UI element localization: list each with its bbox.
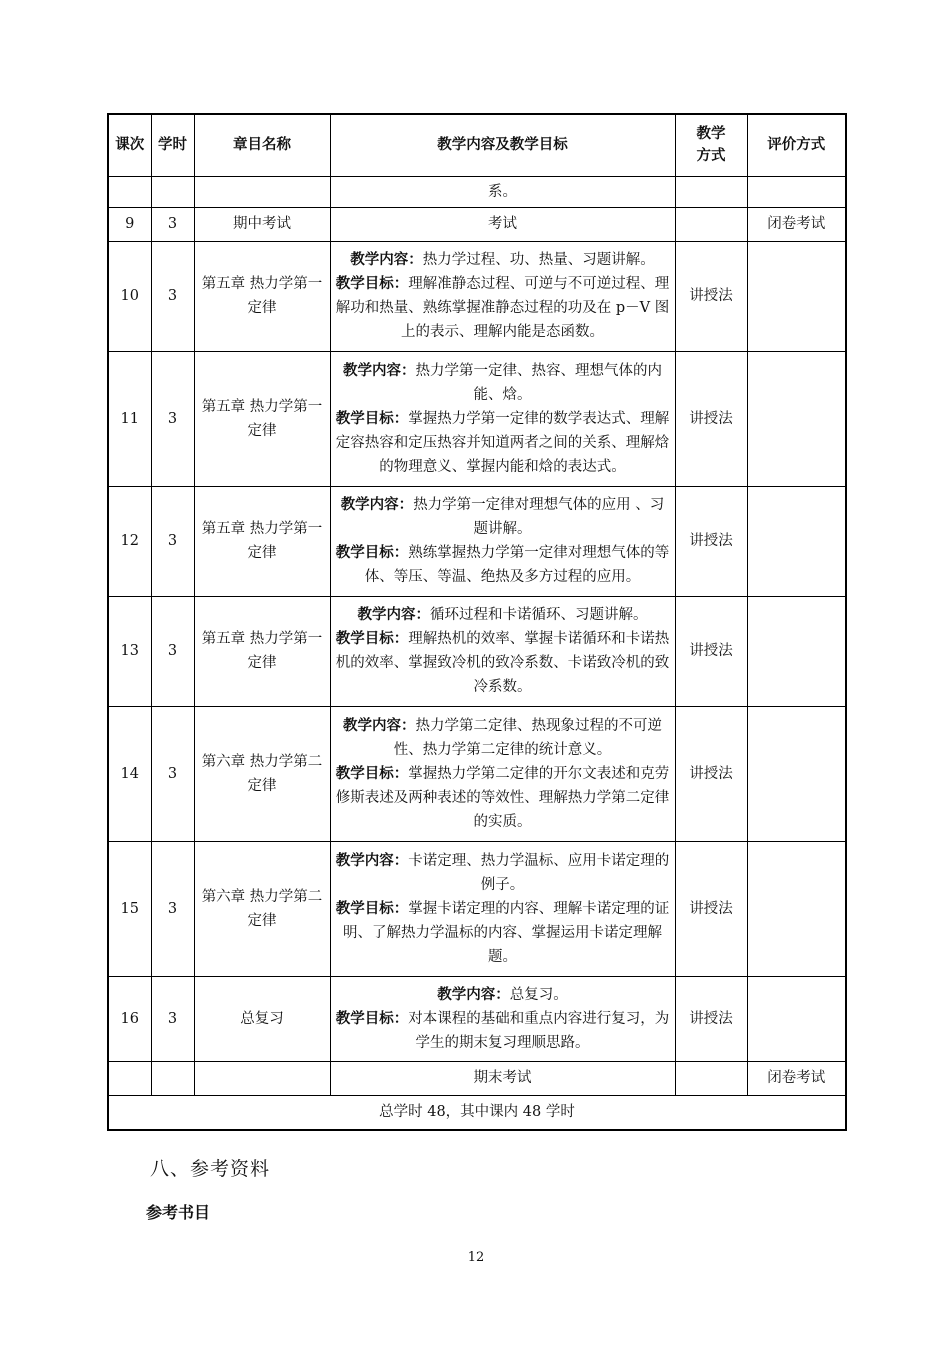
content-cell: 考试 [330, 207, 675, 241]
hours-cell: 3 [151, 976, 194, 1061]
goal-text: 理解准静态过程、可逆与不可逆过程、理解功和热量、熟练掌握准静态过程的功及在 p－V 图上的表示、理解内能是态函数。 [335, 276, 670, 340]
goal-label: 教学目标： [335, 276, 409, 292]
method-cell [675, 207, 747, 241]
lesson-cell: 16 [108, 976, 151, 1061]
table-row [108, 706, 846, 841]
table-row-continuation [108, 176, 846, 207]
lesson-cell: 11 [108, 351, 151, 486]
goal-label: 教学目标： [335, 765, 409, 782]
goal-label: 教学目标： [335, 900, 409, 917]
content-label: 教学内容： [340, 497, 414, 513]
subsection-title: 参考书目 [146, 1203, 211, 1222]
goal-text: 理解热机的效率、掌握卡诺循环和卡诺热机的效率、掌握致冷机的致冷系数、卡诺致冷机的致冷系数。 [335, 631, 670, 695]
final-exam-content: 期末考试 [330, 1061, 675, 1095]
content-cell [330, 841, 675, 976]
goal-text: 掌握卡诺定理的内容、理解卡诺定理的证明、了解热力学温标的内容、掌握运用卡诺定理解题。 [343, 900, 670, 965]
method-cell: 讲授法 [675, 596, 747, 706]
goal-text: 对本课程的基础和重点内容进行复习，为学生的期末复习理顺思路。 [408, 1010, 670, 1051]
lesson-cell: 15 [108, 841, 151, 976]
hours-cell: 3 [151, 596, 194, 706]
chapter-cell: 总复习 [194, 976, 330, 1061]
course-schedule-table [107, 113, 847, 1131]
content-cell [330, 351, 675, 486]
lesson-cell: 10 [108, 241, 151, 351]
section-title: 八、参考资料 [150, 1158, 271, 1180]
final-exam-evaluation: 闭卷考试 [747, 1061, 846, 1095]
table-row-final-exam [108, 1061, 846, 1095]
content-text: 热力学第一定律对理想气体的应用 、习题讲解。 [413, 497, 665, 537]
goal-text: 掌握热力学第二定律的开尔文表述和克劳修斯表述及两种表述的等效性、理解热力学第二定律的实质。 [335, 765, 670, 830]
chapter-cell: 第五章 热力学第一定律 [194, 486, 330, 596]
content-cell [330, 706, 675, 841]
goal-text: 掌握热力学第一定律的数学表达式、理解定容热容和定压热容并知道两者之间的关系、理解焓的物理意义、掌握内能和焓的表达式。 [335, 410, 670, 475]
chapter-cell: 第六章 热力学第二定律 [194, 706, 330, 841]
chapter-cell: 第五章 热力学第一定律 [194, 596, 330, 706]
header-lesson: 课次 [108, 114, 151, 176]
goal-label: 教学目标： [335, 545, 409, 561]
table-row [108, 351, 846, 486]
content-cell [330, 976, 675, 1061]
content-label: 教学内容： [335, 852, 409, 869]
hours-cell: 3 [151, 841, 194, 976]
goal-label: 教学目标： [335, 631, 409, 647]
chapter-cell: 第五章 热力学第一定律 [194, 351, 330, 486]
continuation-content: 系。 [330, 176, 675, 207]
content-text: 热力学过程、功、热量、习题讲解。 [422, 252, 655, 268]
method-cell: 讲授法 [675, 976, 747, 1061]
table-row-total [108, 1095, 846, 1130]
method-cell: 讲授法 [675, 841, 747, 976]
chapter-cell: 期中考试 [194, 207, 330, 241]
table-row [108, 241, 846, 351]
content-label: 教学内容： [350, 252, 423, 268]
content-text: 热力学第二定律、热现象过程的不可逆性、热力学第二定律的统计意义。 [393, 717, 662, 758]
evaluation-cell [747, 706, 846, 841]
method-cell: 讲授法 [675, 486, 747, 596]
evaluation-cell [747, 351, 846, 486]
hours-cell: 3 [151, 706, 194, 841]
header-evaluation: 评价方式 [747, 114, 846, 176]
content-label: 教学内容： [357, 607, 430, 623]
chapter-cell: 第六章 热力学第二定律 [194, 841, 330, 976]
header-hours: 学时 [151, 114, 194, 176]
hours-cell: 3 [151, 351, 194, 486]
table-header-row [108, 114, 846, 176]
content-label: 教学内容： [343, 717, 416, 734]
lesson-cell: 9 [108, 207, 151, 241]
table-row [108, 207, 846, 241]
total-hours: 总学时 48，其中课内 48 学时 [108, 1095, 846, 1130]
hours-cell: 3 [151, 486, 194, 596]
content-label: 教学内容： [343, 362, 416, 379]
goal-label: 教学目标： [335, 410, 409, 427]
header-content: 教学内容及教学目标 [330, 114, 675, 176]
table-row [108, 596, 846, 706]
lesson-cell: 14 [108, 706, 151, 841]
header-method: 教学方式 [675, 114, 747, 176]
table-row [108, 976, 846, 1061]
table-row [108, 841, 846, 976]
content-label: 教学内容： [437, 986, 510, 1003]
evaluation-cell [747, 976, 846, 1061]
chapter-cell: 第五章 热力学第一定律 [194, 241, 330, 351]
hours-cell: 3 [151, 241, 194, 351]
lesson-cell: 13 [108, 596, 151, 706]
evaluation-cell [747, 841, 846, 976]
table-row [108, 486, 846, 596]
header-chapter: 章目名称 [194, 114, 330, 176]
content-cell [330, 241, 675, 351]
goal-label: 教学目标： [335, 1010, 409, 1027]
goal-text: 熟练掌握热力学第一定律对理想气体的等体、等压、等温、绝热及多方过程的应用。 [364, 545, 670, 585]
method-cell: 讲授法 [675, 241, 747, 351]
content-text: 总复习。 [509, 986, 568, 1003]
lesson-cell: 12 [108, 486, 151, 596]
evaluation-cell: 闭卷考试 [747, 207, 846, 241]
method-cell: 讲授法 [675, 706, 747, 841]
content-text: 热力学第一定律、热容、理想气体的内能、焓。 [415, 362, 662, 403]
hours-cell: 3 [151, 207, 194, 241]
content-text: 循环过程和卡诺循环、习题讲解。 [430, 607, 648, 623]
content-cell [330, 486, 675, 596]
method-cell: 讲授法 [675, 351, 747, 486]
evaluation-cell [747, 241, 846, 351]
content-cell [330, 596, 675, 706]
content-text: 卡诺定理、热力学温标、应用卡诺定理的例子。 [408, 852, 670, 893]
evaluation-cell [747, 486, 846, 596]
evaluation-cell [747, 596, 846, 706]
page-number: 12 [467, 1250, 485, 1265]
